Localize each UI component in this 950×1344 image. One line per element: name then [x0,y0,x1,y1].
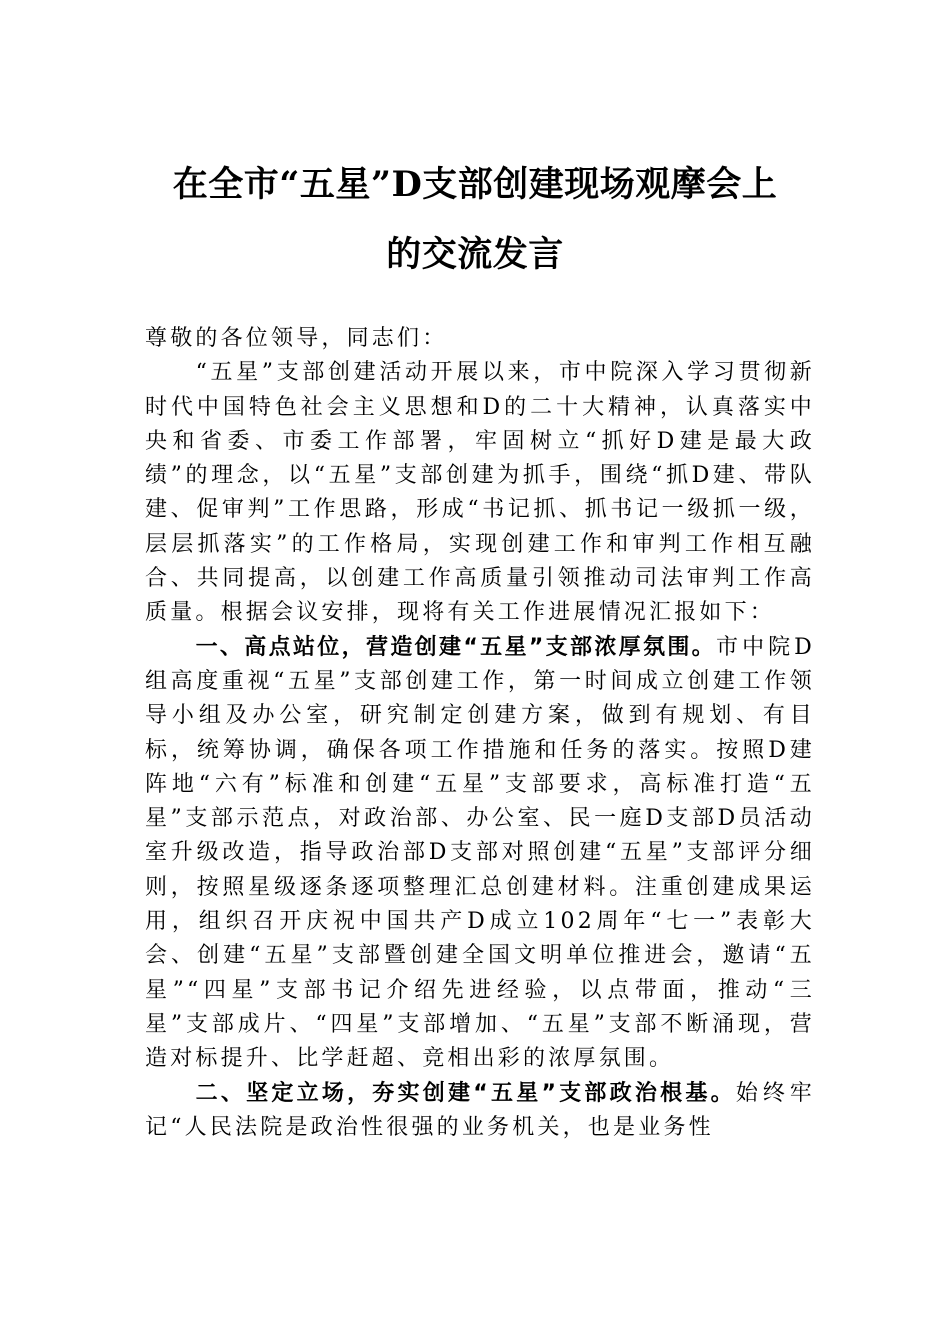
title-line-1: 在全市“五星”D支部创建现场观摩会上 [172,164,778,205]
document-title [120,150,830,290]
section-2-text: 始终牢记“人民法院是政治性很强的业务机关，也是业务性 [145,1080,815,1140]
document-body [145,322,815,1145]
section-2-heading: 二、坚定立场，夯实创建“五星”支部政治根基。 [195,1080,736,1106]
section-1-text: 市中院D组高度重视“五星”支部创建工作，第一时间成立创建工作领导小组及办公室，研究制定创建方案，做到有规划、有目标，统筹协调，确保各项工作措施和任务的落实。按照D建阵地“六有”标准和创建“五星”支部要求，高标准打造“五星”支部示范点，对政治部、办公室、民一庭D支部D员活动室升级改造，指导政治部D支部对照创建“五星”支部评分细则，按照星级逐条逐项整理汇总创建材料。注重创建成果运用，组织召开庆祝中国共产D成立102周年“七一”表彰大会、创建“五星”支部暨创建全国文明单位推进会，邀请“五星”“四星”支部书记介绍先进经验，以点带面，推动“三星”支部成片、“四星”支部增加、“五星”支部不断涌现，营造对标提升、比学赶超、竞相出彩的浓厚氛围。 [145,634,815,1072]
section-1-paragraph [145,631,815,1077]
intro-paragraph: “五星”支部创建活动开展以来，市中院深入学习贯彻新时代中国特色社会主义思想和D的二十大精神，认真落实中央和省委、市委工作部署，牢固树立“抓好D建是最大政绩”的理念，以“五星”支部创建为抓手，围绕“抓D建、带队建、促审判”工作思路，形成“书记抓、抓书记一级抓一级，层层抓落实”的工作格局，实现创建工作和审判工作相互融合、共同提高，以创建工作高质量引领推动司法审判工作高质量。根据会议安排，现将有关工作进展情况汇报如下： [145,360,815,626]
salutation: 尊敬的各位领导，同志们： [145,326,448,351]
title-line-2: 的交流发言 [386,234,564,275]
section-2-paragraph [145,1077,815,1146]
section-1-heading: 一、高点站位，营造创建“五星”支部浓厚氛围。 [195,634,717,660]
